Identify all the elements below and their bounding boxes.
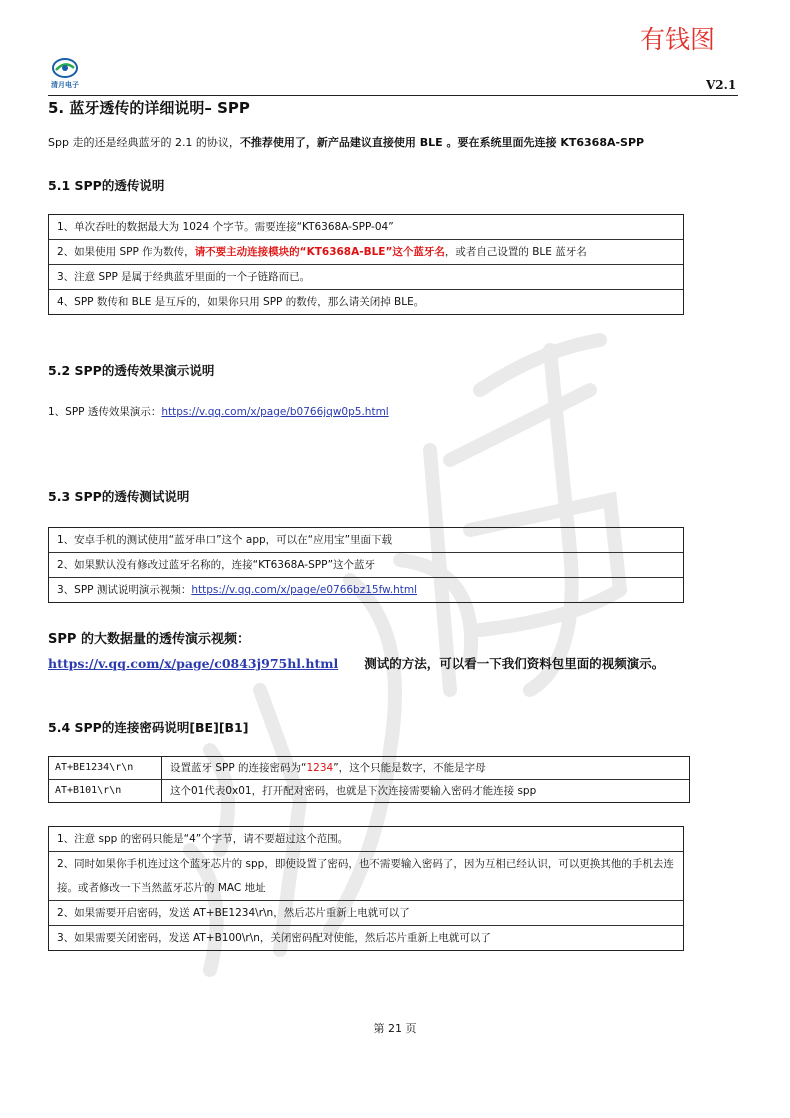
demo-line [48, 404, 389, 419]
command-code: AT+BE1234\r\n [49, 757, 162, 779]
table-row [49, 240, 683, 265]
command-description [162, 757, 486, 779]
password-command-table [48, 756, 690, 803]
table-row: 1、单次吞吐的数据最大为 1024 个字节。需要连接“KT6368A-SPP-04” [49, 215, 683, 240]
demo-label: 1、SPP 透传效果演示： [48, 406, 162, 418]
row-text: 3、SPP 测试说明演示视频： [57, 584, 192, 596]
desc-text: ”，这个只能是数字，不能是字母 [333, 762, 486, 774]
page-number: 第 21 页 [373, 1022, 417, 1035]
command-description: 这个01代表0x01，打开配对密码，也就是下次连接需要输入密码才能连接 spp [170, 785, 537, 797]
big-data-link[interactable]: https://v.qq.com/x/page/c0843j975hl.html [48, 656, 339, 671]
intro-emphasis: 不推荐使用了，新产品建议直接使用 BLE 。要在系统里面先连接 KT6368A-SPP [239, 136, 645, 149]
corner-watermark: 有钱图 [640, 25, 716, 54]
table-row [49, 578, 683, 602]
table-row: 1、注意 spp 的密码只能是“4”个字节，请不要超过这个范围。 [49, 827, 683, 852]
command-row [49, 757, 689, 780]
table-row: 2、同时如果你手机连过这个蓝牙芯片的 spp，即使设置了密码，也不需要输入密码了，因为互相已经认识，可以更换其他的手机去连接。或者修改一下当然蓝牙芯片的 MAC 地址 [49, 852, 683, 901]
table-row: 2、如果默认没有修改过蓝牙名称的，连接“KT6368A-SPP”这个蓝牙 [49, 553, 683, 578]
command-code: AT+B101\r\n [49, 780, 162, 802]
section-5-2-heading: 5.2 SPP的透传效果演示说明 [48, 363, 215, 378]
table-row: 2、如果需要开启密码，发送 AT+BE1234\r\n，然后芯片重新上电就可以了 [49, 901, 683, 926]
command-row [49, 780, 689, 802]
intro-text: Spp 走的还是经典蓝牙的 2.1 的协议， [48, 136, 240, 149]
big-data-heading: SPP 的大数据量的透传演示视频： [48, 632, 250, 647]
big-data-line [48, 654, 664, 672]
section-5-1-heading: 5.1 SPP的透传说明 [48, 178, 165, 193]
test-video-link[interactable]: https://v.qq.com/x/page/e0766bz15fw.html [191, 584, 417, 596]
table-row: 1、安卓手机的测试使用“蓝牙串口”这个 app，可以在“应用宝”里面下载 [49, 528, 683, 553]
password-value: 1234 [306, 762, 334, 774]
demo-link[interactable]: https://v.qq.com/x/page/b0766jqw0p5.html [161, 406, 389, 418]
big-data-text: 测试的方法，可以看一下我们资料包里面的视频演示。 [364, 656, 665, 671]
header-divider [48, 95, 738, 96]
row-text: 2、如果使用 SPP 作为数传， [57, 246, 195, 258]
desc-text: 设置蓝牙 SPP 的连接密码为“ [170, 762, 307, 774]
intro-paragraph [48, 134, 644, 150]
table-row: 3、如果需要关闭密码，发送 AT+B100\r\n，关闭密码配对使能，然后芯片重新上电就可以了 [57, 932, 491, 944]
table-row: 3、注意 SPP 是属于经典蓝牙里面的一个子链路而已。 [49, 265, 683, 290]
page-title: 5. 蓝牙透传的详细说明– SPP [48, 99, 250, 117]
password-notes-table [48, 826, 684, 951]
warning-text: 请不要主动连接模块的“KT6368A-BLE”这个蓝牙名 [194, 246, 445, 258]
table-row: 4、SPP 数传和 BLE 是互斥的，如果你只用 SPP 的数传，那么请关闭掉 BLE。 [57, 296, 425, 308]
section-5-3-heading: 5.3 SPP的透传测试说明 [48, 489, 190, 504]
spp-test-table [48, 527, 684, 603]
row-text: ，或者自己设置的 BLE 蓝牙名 [444, 246, 587, 258]
section-5-4-heading: 5.4 SPP的连接密码说明[BE][B1] [48, 720, 249, 735]
spp-notes-table [48, 214, 684, 315]
document-version: V2.1 [706, 78, 737, 92]
logo-text: 清月电子 [51, 81, 79, 89]
